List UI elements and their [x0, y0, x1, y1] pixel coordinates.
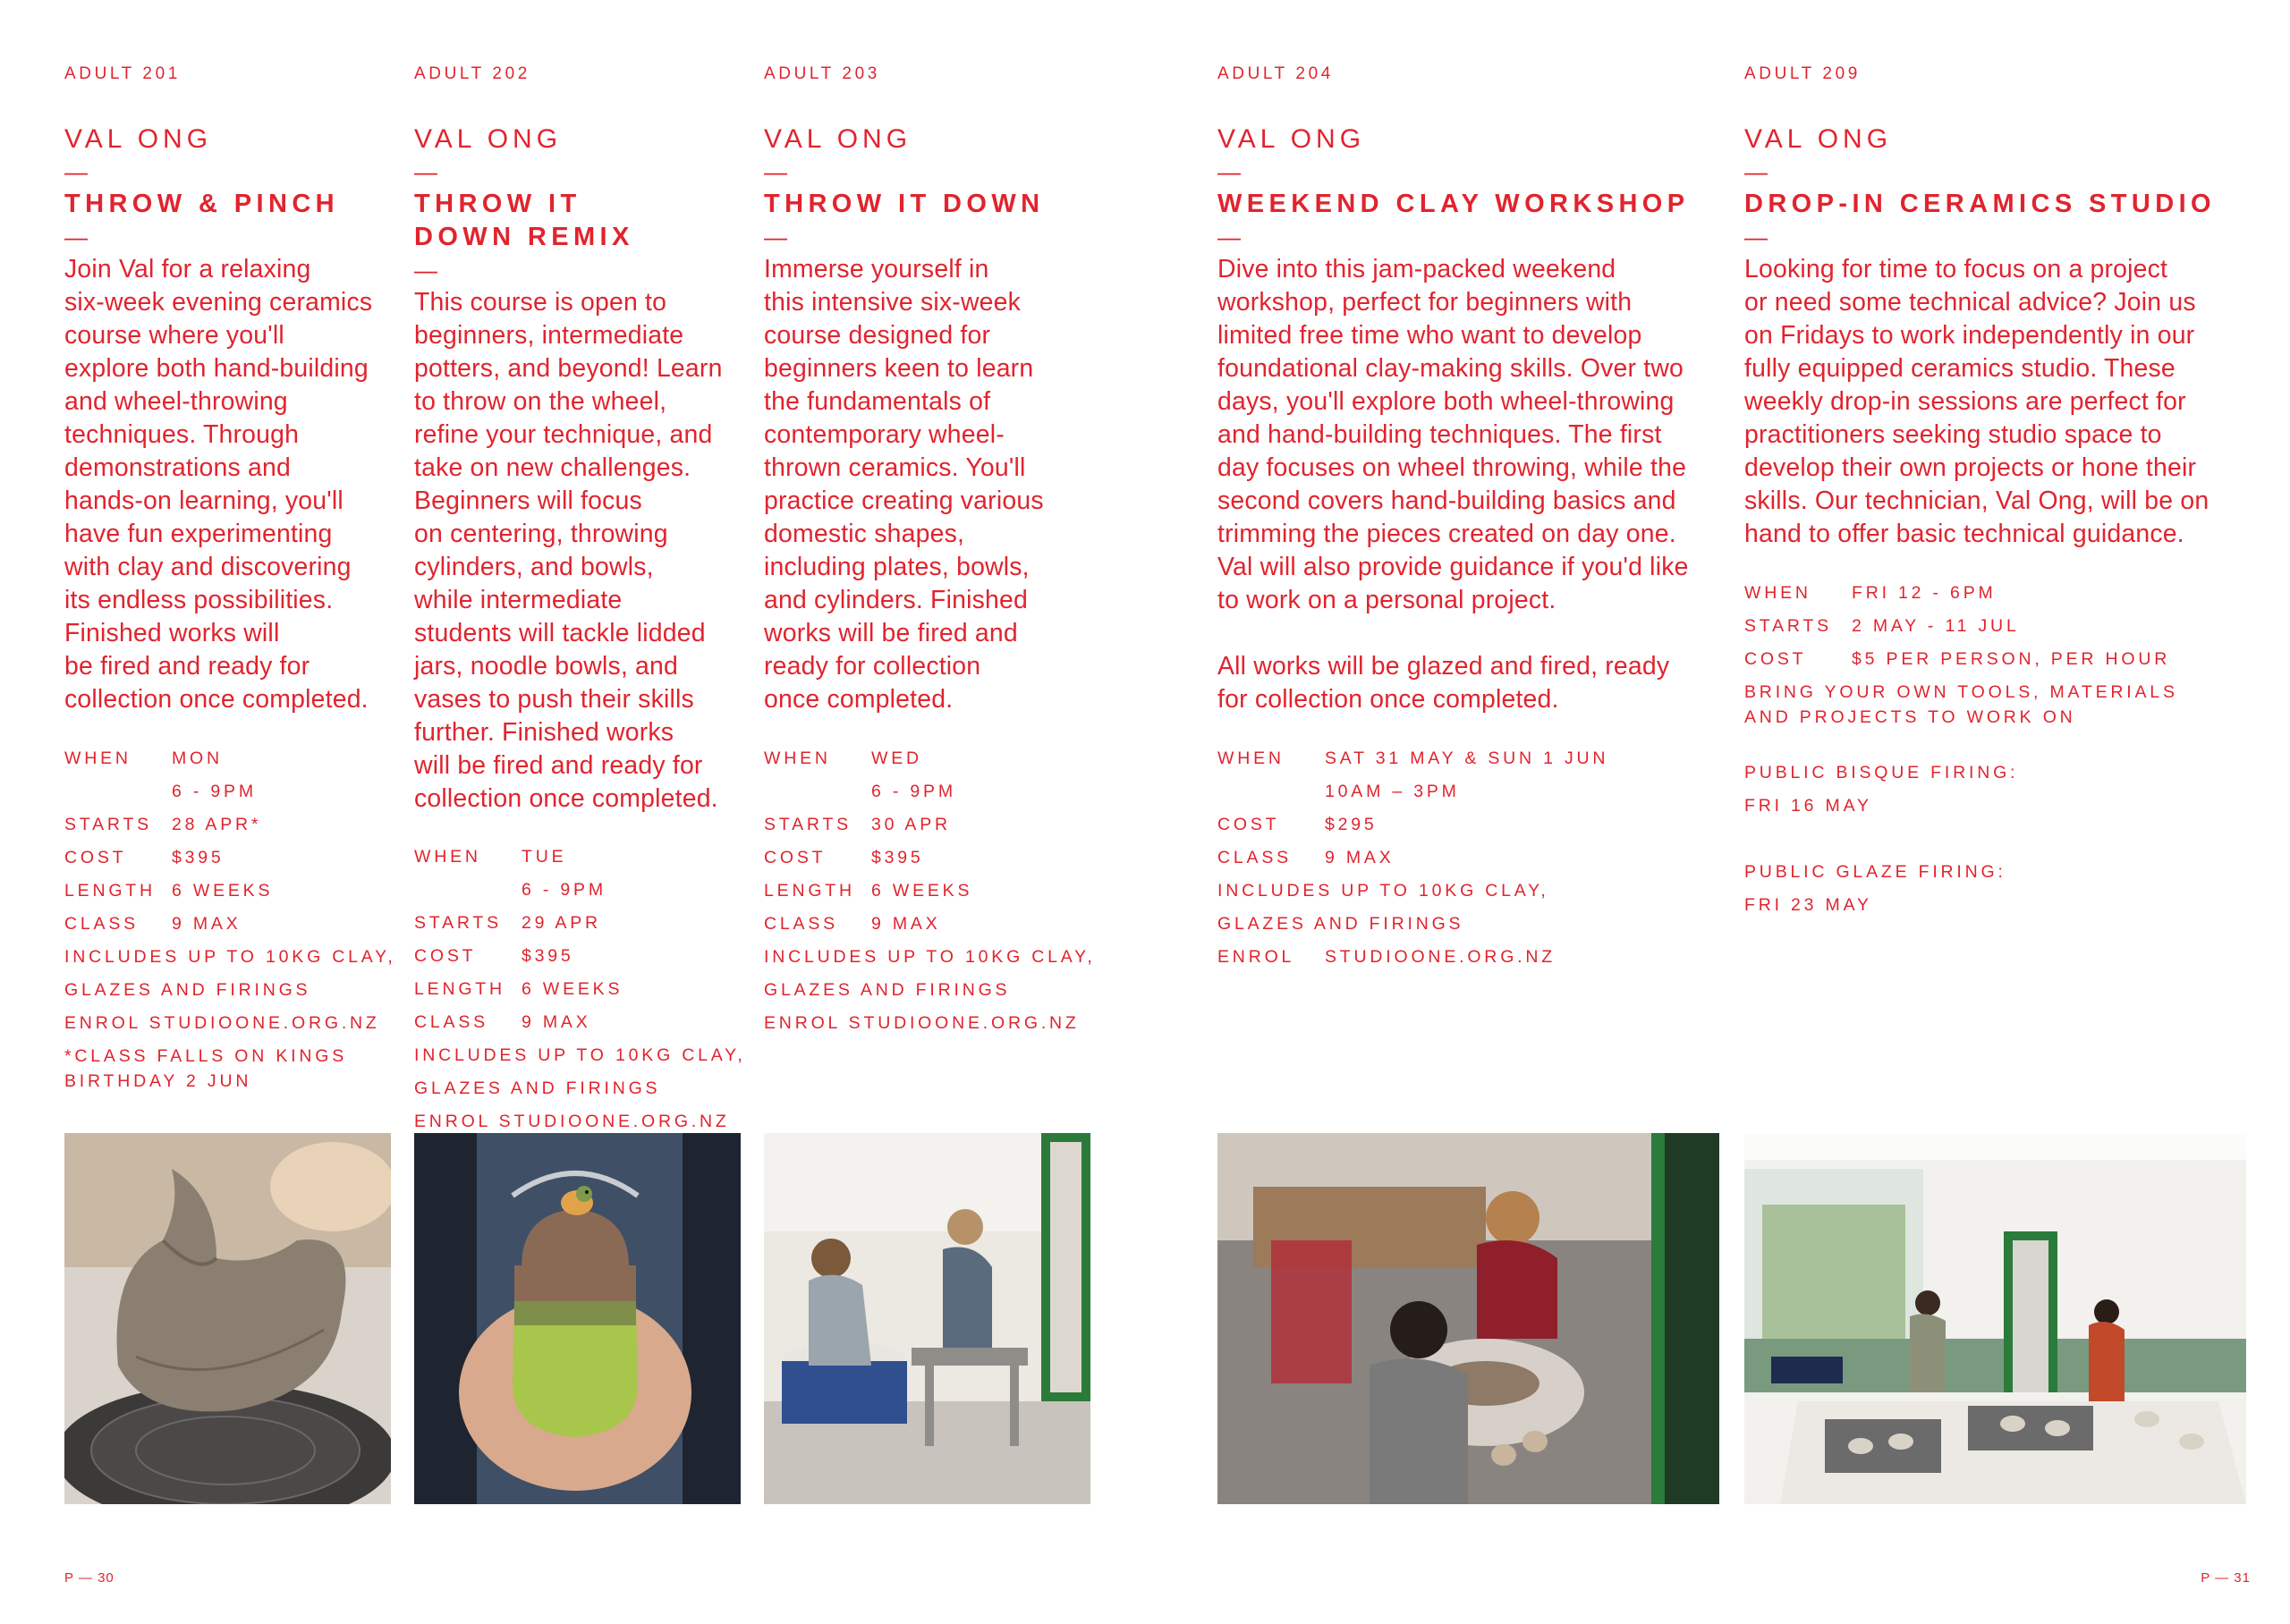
instructor-name: VAL ONG	[414, 124, 563, 154]
course-title: THROW IT DOWN REMIX	[414, 190, 634, 251]
detail-value: $5 PER PERSON, PER HOUR	[1852, 649, 2171, 669]
detail-value: WED	[871, 749, 922, 768]
dash-divider: —	[414, 257, 442, 283]
footnote: *CLASS FALLS ON KINGS BIRTHDAY 2 JUN	[64, 1046, 348, 1091]
includes-line: GLAZES AND FIRINGS	[64, 980, 311, 1000]
detail-value: 6 - 9PM	[871, 782, 956, 801]
detail-label: COST	[64, 848, 127, 867]
enrol-row	[1217, 941, 1556, 974]
detail-label: WHEN	[64, 749, 131, 768]
detail-value: $395	[522, 946, 574, 966]
detail-label: WHEN	[764, 749, 831, 768]
dash-divider: —	[64, 224, 92, 250]
glaze-firing-label: PUBLIC GLAZE FIRING:	[1744, 862, 2006, 882]
detail-label: STARTS	[64, 815, 152, 834]
course-details	[64, 742, 396, 1094]
includes-line: GLAZES AND FIRINGS	[764, 980, 1011, 1000]
includes-line: GLAZES AND FIRINGS	[1217, 914, 1464, 934]
course-block-203	[764, 123, 1104, 716]
detail-value: 30 APR	[871, 815, 951, 834]
course-block-201	[64, 123, 404, 716]
detail-label: WHEN	[414, 847, 481, 867]
dash-divider: —	[1744, 224, 1772, 250]
course-code: ADULT 201	[64, 64, 181, 83]
detail-label: CLASS	[414, 1012, 488, 1032]
instructor-name: VAL ONG	[764, 124, 912, 154]
detail-value: $295	[1325, 815, 1378, 834]
course-code: ADULT 204	[1217, 64, 1334, 83]
detail-value: 6 WEEKS	[172, 881, 274, 901]
course-description: This course is open to beginners, intermediate potters, and beyond! Learn to throw on the wheel, refine your technique, and take on new challenges. Beginners will focus on centering, throwing cylinders, and bowls, while intermediate students will tackle lidded jars, noodle bowls, and vases to push their skills further. Finished works will be fired and ready for collection once completed.	[414, 288, 723, 813]
dash-divider: —	[1744, 158, 1772, 185]
detail-value: 10AM – 3PM	[1325, 782, 1460, 801]
detail-value: TUE	[522, 847, 567, 867]
clay-bird-sculpture-photo	[64, 1133, 391, 1504]
course-title: DROP-IN CERAMICS STUDIO	[1744, 190, 2216, 218]
detail-label: COST	[1744, 649, 1807, 669]
course-description: Immerse yourself in this intensive six-week course designed for beginners keen to learn the fundamentals of contemporary wheel- thrown ceramics. You'll practice creating various domestic shapes, including plates, bowls, and cylinders. Finished works will be fired and ready for collection once completed.	[764, 255, 1044, 714]
enrol-link[interactable]: ENROL STUDIOONE.ORG.NZ	[414, 1112, 730, 1131]
weekend-workshop-photo	[1217, 1133, 1719, 1504]
includes-line: INCLUDES UP TO 10KG CLAY,	[414, 1045, 746, 1065]
course-code: ADULT 203	[764, 64, 880, 83]
detail-label: LENGTH	[764, 881, 855, 901]
page-number-right: P — 31	[2201, 1570, 2251, 1586]
instructor-name: VAL ONG	[1217, 124, 1366, 154]
includes-line: INCLUDES UP TO 10KG CLAY,	[1217, 881, 1549, 901]
course-details	[1744, 577, 2178, 922]
detail-value: 2 MAY - 11 JUL	[1852, 616, 2020, 636]
detail-label: CLASS	[1217, 848, 1292, 867]
course-details	[1217, 742, 1609, 974]
detail-value: 6 - 9PM	[522, 880, 606, 900]
course-title: WEEKEND CLAY WORKSHOP	[1217, 190, 1690, 218]
detail-label: CLASS	[64, 914, 139, 934]
course-block-204	[1217, 123, 1727, 716]
detail-label: ENROL	[1217, 947, 1295, 967]
detail-value: $395	[871, 848, 924, 867]
includes-line: GLAZES AND FIRINGS	[414, 1078, 661, 1098]
detail-value: 6 WEEKS	[871, 881, 973, 901]
dash-divider: —	[764, 224, 792, 250]
detail-value: 9 MAX	[1325, 848, 1395, 867]
enrol-link[interactable]: ENROL STUDIOONE.ORG.NZ	[764, 1013, 1080, 1033]
detail-value: 9 MAX	[172, 914, 242, 934]
detail-label: STARTS	[1744, 616, 1832, 636]
course-block-209	[1744, 123, 2254, 551]
detail-label: STARTS	[414, 913, 502, 933]
detail-value: $395	[172, 848, 225, 867]
instructor-name: VAL ONG	[64, 124, 213, 154]
bring-note: BRING YOUR OWN TOOLS, MATERIALS AND PROJECTS TO WORK ON	[1744, 682, 2178, 727]
course-description: Dive into this jam-packed weekend workshop, perfect for beginners with limited free time who want to develop foundational clay-making skills. Over two days, you'll explore both wheel-throwing and hand-building techniques. The first day focuses on wheel throwing, while the second covers hand-building basics and trimming the pieces created on day one. Val will also provide guidance if you'd like to work on a personal project. All works will be glazed and fired, ready for collection once completed.	[1217, 255, 1689, 714]
course-code: ADULT 209	[1744, 64, 1861, 83]
detail-label: WHEN	[1217, 749, 1285, 768]
wheel-throwing-class-photo	[764, 1133, 1090, 1504]
course-description: Looking for time to focus on a project or need some technical advice? Join us on Fridays to work independently in our fully equipped ceramics studio. These weekly drop-in sessions are perfect for practitioners seeking studio space to develop their own projects or hone their skills. Our technician, Val Ong, will be on hand to offer basic technical guidance.	[1744, 255, 2209, 548]
instructor-name: VAL ONG	[1744, 124, 1893, 154]
course-block-202	[414, 123, 754, 816]
detail-label: STARTS	[764, 815, 852, 834]
page-number-left: P — 30	[64, 1570, 114, 1586]
dash-divider: —	[1217, 224, 1245, 250]
course-details	[414, 841, 746, 1138]
includes-line: INCLUDES UP TO 10KG CLAY,	[64, 947, 396, 967]
detail-label: WHEN	[1744, 583, 1811, 603]
ceramics-studio-photo	[1744, 1133, 2246, 1504]
detail-label: COST	[764, 848, 827, 867]
enrol-link[interactable]: ENROL STUDIOONE.ORG.NZ	[64, 1013, 380, 1033]
detail-value: 6 WEEKS	[522, 979, 623, 999]
course-description: Join Val for a relaxing six-week evening ceramics course where you'll explore both hand-building and wheel-throwing techniques. Through demonstrations and hands-on learning, you'll have fun experimenting with clay and discovering its endless possibilities. Finished works will be fired and ready for collection once completed.	[64, 255, 373, 714]
detail-value: MON	[172, 749, 223, 768]
enrol-link[interactable]: STUDIOONE.ORG.NZ	[1325, 947, 1556, 967]
detail-label: COST	[414, 946, 477, 966]
course-code: ADULT 202	[414, 64, 530, 83]
dash-divider: —	[64, 158, 92, 185]
detail-value: 9 MAX	[871, 914, 941, 934]
detail-label: CLASS	[764, 914, 838, 934]
lidded-jar-photo	[414, 1133, 741, 1504]
glaze-firing-date: FRI 23 MAY	[1744, 895, 1872, 915]
detail-value: SAT 31 MAY & SUN 1 JUN	[1325, 749, 1609, 768]
course-title: THROW & PINCH	[64, 190, 340, 218]
detail-value: 6 - 9PM	[172, 782, 257, 801]
dash-divider: —	[414, 158, 442, 185]
course-title: THROW IT DOWN	[764, 190, 1045, 218]
bisque-firing-label: PUBLIC BISQUE FIRING:	[1744, 763, 2019, 782]
detail-value: 29 APR	[522, 913, 601, 933]
course-details	[764, 742, 1096, 1040]
detail-label: LENGTH	[64, 881, 156, 901]
detail-value: 9 MAX	[522, 1012, 591, 1032]
includes-line: INCLUDES UP TO 10KG CLAY,	[764, 947, 1096, 967]
dash-divider: —	[764, 158, 792, 185]
bisque-firing-date: FRI 16 MAY	[1744, 796, 1872, 816]
detail-value: FRI 12 - 6PM	[1852, 583, 1997, 603]
detail-label: COST	[1217, 815, 1280, 834]
dash-divider: —	[1217, 158, 1245, 185]
detail-value: 28 APR*	[172, 815, 262, 834]
detail-label: LENGTH	[414, 979, 505, 999]
